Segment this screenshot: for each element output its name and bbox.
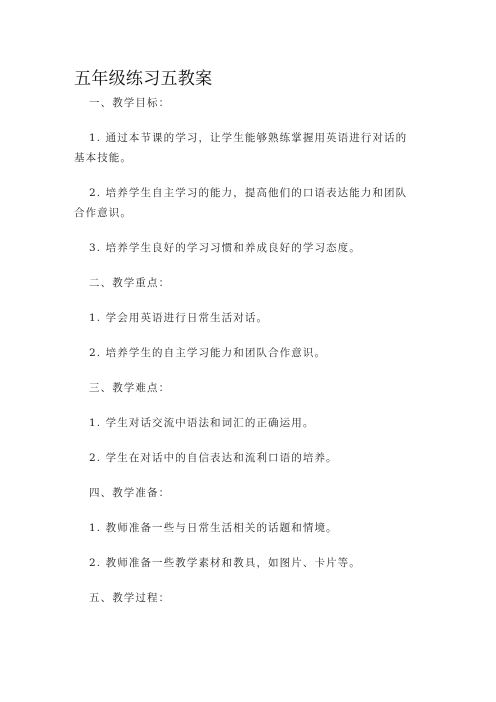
paragraph-line: 1. 学会用英语进行日常生活对话。 <box>89 312 269 324</box>
paragraph-line: 2. 培养学生自主学习的能力，提高他们的口语表达能力和团队 <box>89 187 408 199</box>
section-heading-preparation: 四、教学准备： <box>89 487 171 499</box>
paragraph-line: 2. 培养学生的自主学习能力和团队合作意识。 <box>89 347 327 359</box>
section-heading-process: 五、教学过程： <box>89 592 171 604</box>
paragraph-line: 3. 培养学生良好的学习习惯和养成良好的学习态度。 <box>89 242 361 254</box>
paragraph-line: 1. 学生对话交流中语法和词汇的正确运用。 <box>89 417 315 429</box>
paragraph-line: 2. 教师准备一些教学素材和教具，如图片、卡片等。 <box>89 557 361 569</box>
paragraph-line: 1. 教师准备一些与日常生活相关的话题和情境。 <box>89 522 338 534</box>
section-heading-difficulties: 三、教学难点： <box>89 382 171 394</box>
section-heading-objectives: 一、教学目标： <box>89 97 171 109</box>
paragraph-line: 1. 通过本节课的学习，让学生能够熟练掌握用英语进行对话的 <box>89 132 408 144</box>
section-heading-key-points: 二、教学重点： <box>89 277 171 289</box>
document-title: 五年级练习五教案 <box>74 69 213 89</box>
paragraph-line: 合作意识。 <box>74 207 132 219</box>
document-body <box>74 97 426 627</box>
paragraph-line: 2. 学生在对话中的自信表达和流利口语的培养。 <box>89 452 338 464</box>
paragraph-line: 基本技能。 <box>74 152 132 164</box>
